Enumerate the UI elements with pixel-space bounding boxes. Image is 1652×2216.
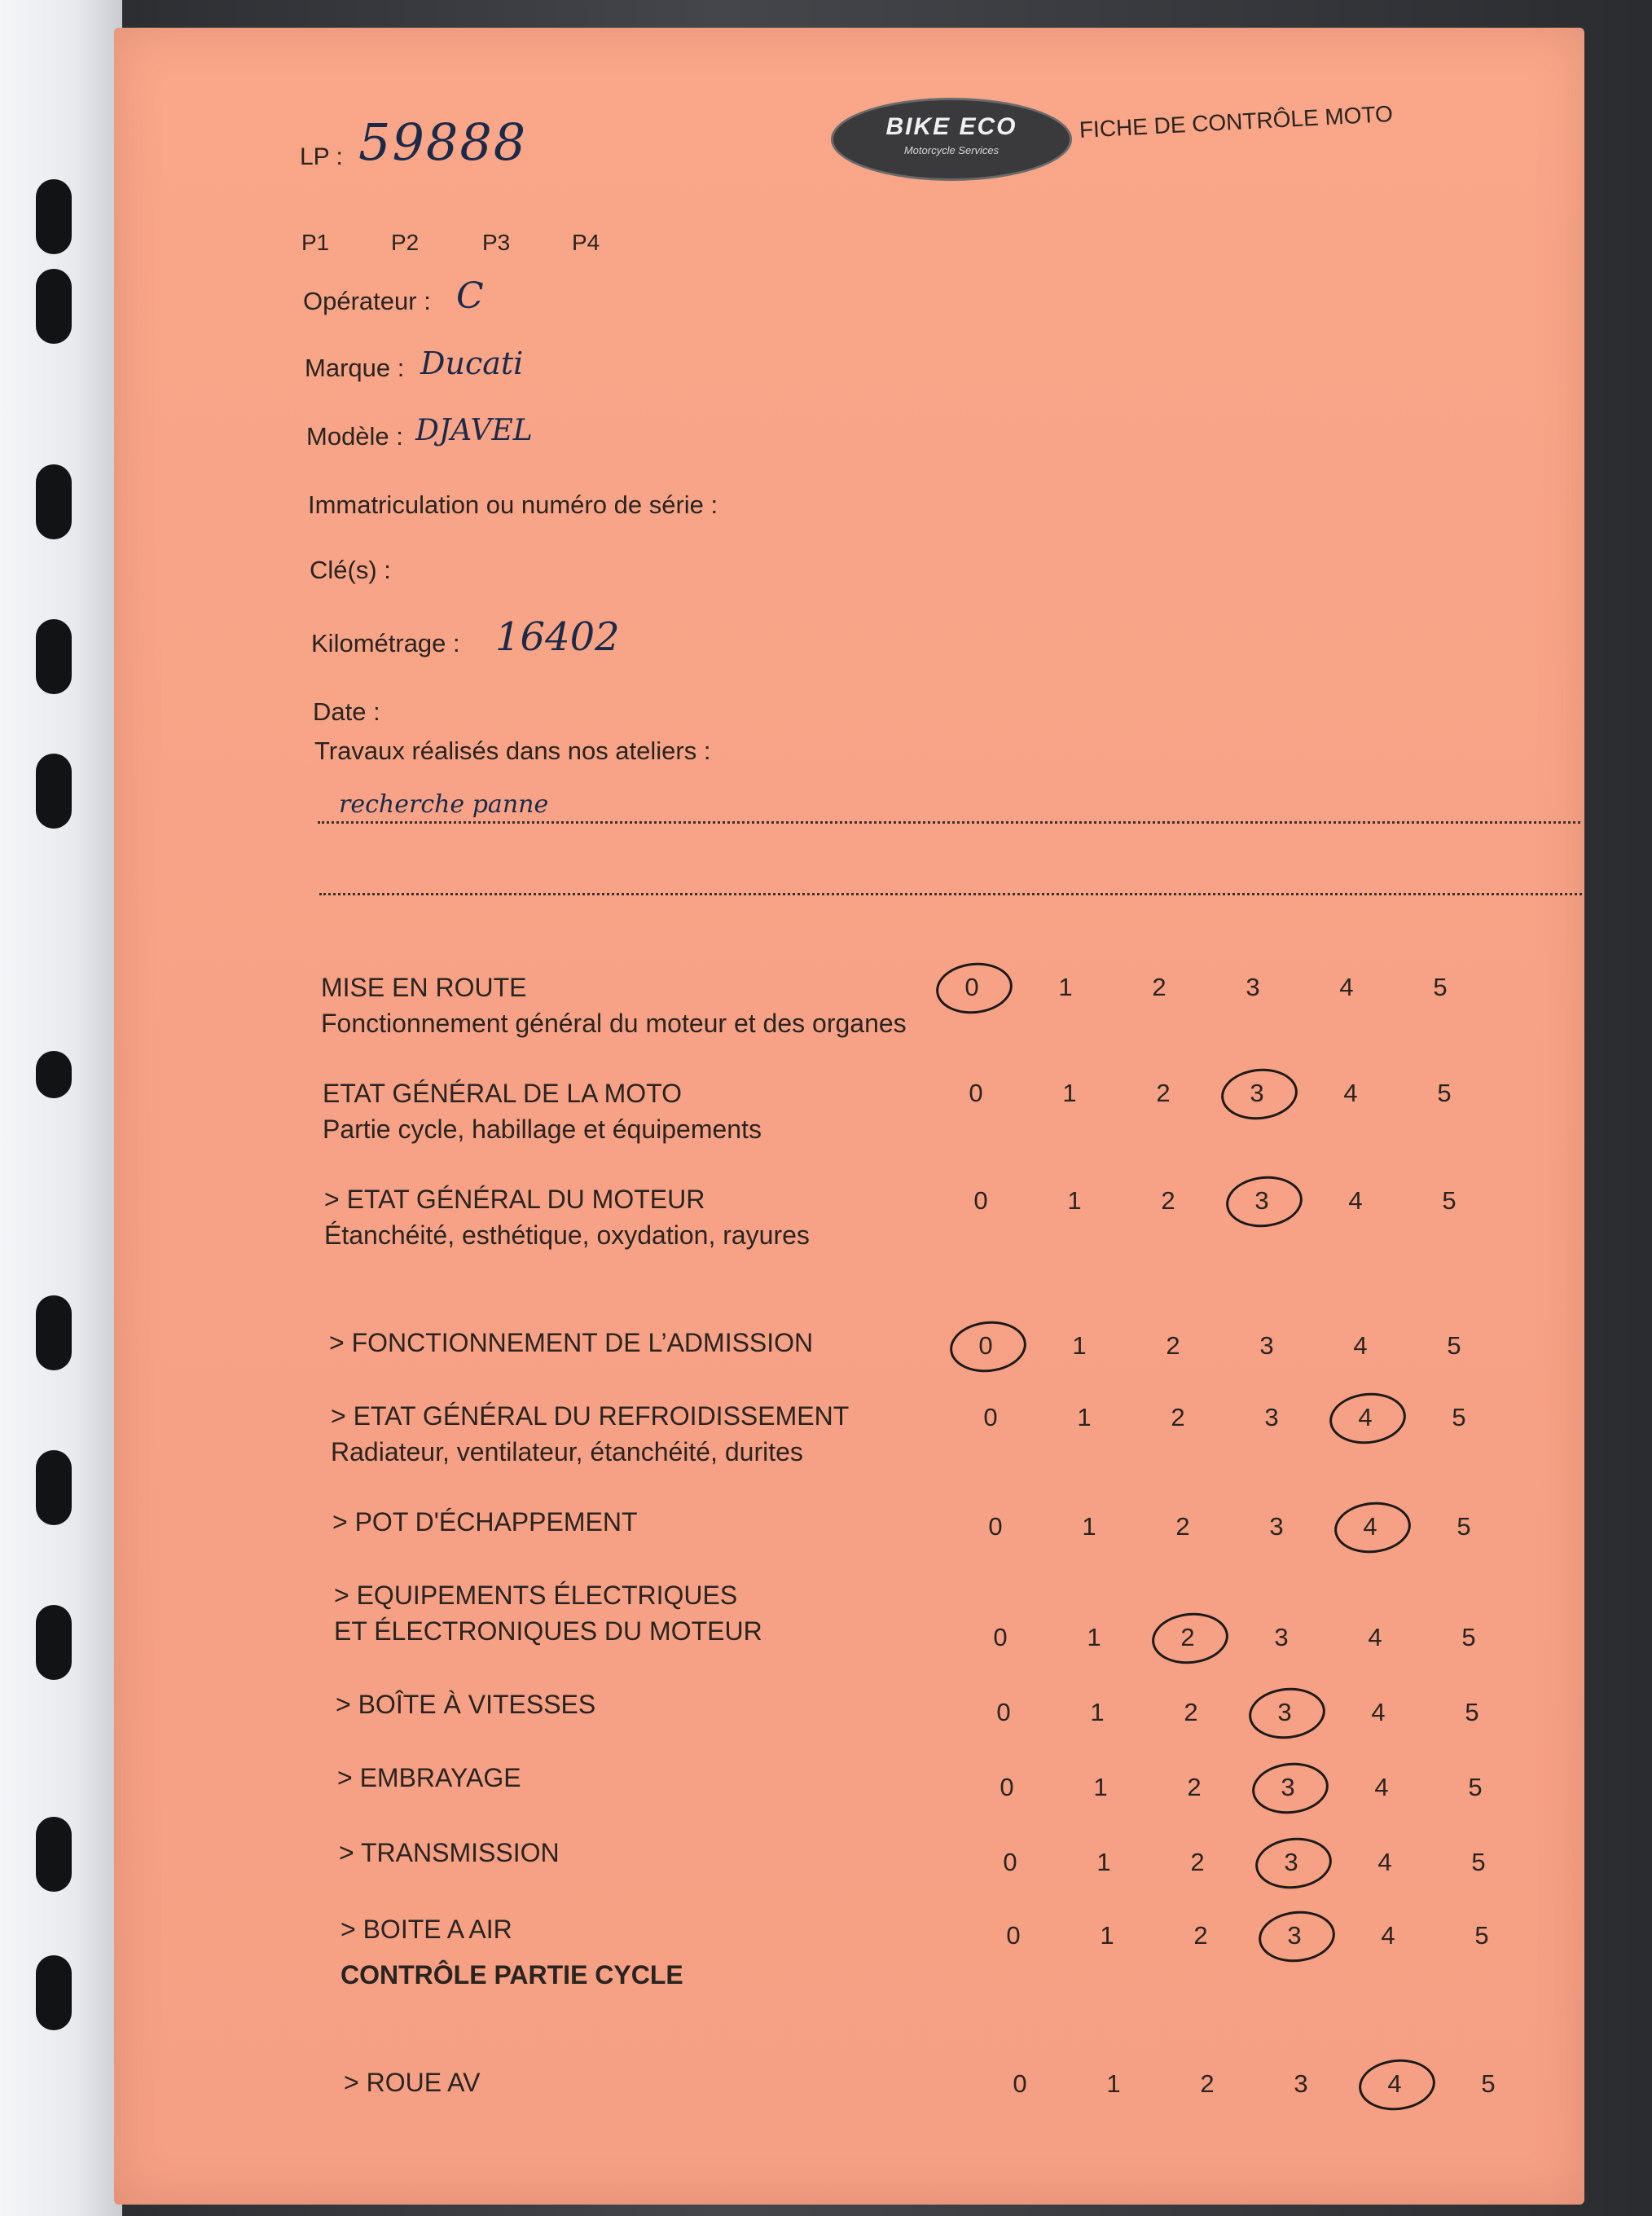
selected-score-circle (1256, 1907, 1338, 1965)
logo-text: BIKE ECO (885, 113, 1017, 140)
modele-value: DJAVEL (415, 414, 533, 447)
score-4[interactable]: 4 (1348, 1186, 1363, 1215)
score-2[interactable]: 2 (1184, 1698, 1198, 1726)
score-1[interactable]: 1 (1062, 1079, 1077, 1107)
binder-hole (36, 754, 72, 829)
score-1[interactable]: 1 (1067, 1186, 1082, 1215)
score-5[interactable]: 5 (1433, 973, 1448, 1001)
priority-p2: P2 (391, 230, 420, 255)
check-subtitle: Fonctionnement général du moteur et des organes (321, 1009, 907, 1038)
check-title: > BOITE A AIR (341, 1915, 512, 1944)
marque-value: Ducati (420, 345, 524, 381)
score-1[interactable]: 1 (1072, 1331, 1087, 1360)
score-1[interactable]: 1 (1106, 2069, 1121, 2098)
check-title: > TRANSMISSION (339, 1838, 560, 1867)
priority-p3: P3 (482, 230, 511, 255)
score-5[interactable]: 5 (1447, 1331, 1461, 1360)
marque-label: Marque : (305, 354, 405, 382)
score-2[interactable]: 2 (1175, 1512, 1190, 1541)
check-title: ETAT GÉNÉRAL DE LA MOTO (323, 1079, 682, 1108)
score-1[interactable]: 1 (1090, 1698, 1105, 1726)
score-5[interactable]: 5 (1468, 1773, 1483, 1801)
score-0[interactable]: 0 (1013, 2069, 1027, 2098)
score-0[interactable]: 0 (988, 1512, 1003, 1541)
score-5[interactable]: 5 (1452, 1403, 1466, 1431)
score-3[interactable]: 3 (1264, 1403, 1279, 1431)
score-0[interactable]: 0 (1000, 1773, 1014, 1801)
score-5[interactable]: 5 (1465, 1698, 1479, 1726)
score-1[interactable]: 1 (1087, 1623, 1101, 1651)
score-3[interactable]: 3 (1246, 973, 1260, 1001)
priority-p4: P4 (572, 230, 600, 255)
company-logo (831, 98, 1072, 181)
check-title: > EMBRAYAGE (337, 1763, 521, 1792)
score-5[interactable]: 5 (1471, 1848, 1486, 1876)
score-4[interactable]: 4 (1353, 1331, 1368, 1360)
selected-score-circle (1332, 1498, 1413, 1556)
score-5[interactable]: 5 (1481, 2069, 1496, 2098)
score-4[interactable]: 4 (1343, 1079, 1358, 1107)
score-3[interactable]: 3 (1287, 1921, 1302, 1950)
score-3[interactable]: 3 (1281, 1773, 1295, 1801)
score-3[interactable]: 3 (1274, 1623, 1289, 1651)
score-2[interactable]: 2 (1166, 1331, 1180, 1360)
score-2[interactable]: 2 (1190, 1848, 1205, 1876)
immatriculation-label: Immatriculation ou numéro de série : (308, 490, 718, 519)
selected-score-circle (1224, 1172, 1305, 1230)
score-4[interactable]: 4 (1387, 2069, 1402, 2098)
score-1[interactable]: 1 (1077, 1403, 1092, 1431)
score-4[interactable]: 4 (1339, 973, 1354, 1001)
score-0[interactable]: 0 (978, 1331, 993, 1360)
score-5[interactable]: 5 (1461, 1623, 1476, 1651)
score-1[interactable]: 1 (1082, 1512, 1096, 1541)
binder-hole (36, 1295, 72, 1370)
binder-hole (36, 179, 72, 254)
score-2[interactable]: 2 (1187, 1773, 1202, 1801)
score-0[interactable]: 0 (993, 1623, 1008, 1651)
kilometrage-label: Kilométrage : (311, 629, 460, 657)
operateur-label: Opérateur : (303, 287, 431, 315)
score-4[interactable]: 4 (1374, 1773, 1389, 1801)
section-partie-cycle: CONTRÔLE PARTIE CYCLE (341, 1960, 683, 1990)
score-4[interactable]: 4 (1381, 1921, 1395, 1950)
score-2[interactable]: 2 (1171, 1403, 1185, 1431)
selected-score-circle (1327, 1389, 1408, 1447)
score-2[interactable]: 2 (1152, 973, 1167, 1001)
inspection-form (114, 28, 1584, 2205)
modele-label: Modèle : (306, 422, 403, 451)
date-label: Date : (313, 697, 380, 726)
score-4[interactable]: 4 (1358, 1403, 1373, 1431)
binder-hole (36, 464, 72, 539)
score-3[interactable]: 3 (1284, 1848, 1298, 1876)
cles-label: Clé(s) : (310, 556, 391, 584)
binder-hole (36, 1051, 72, 1098)
binder-hole (36, 269, 72, 344)
check-title: > ROUE AV (344, 2068, 481, 2097)
check-title: > POT D'ÉCHAPPEMENT (332, 1507, 638, 1537)
selected-score-circle (1246, 1684, 1328, 1742)
score-3[interactable]: 3 (1259, 1331, 1274, 1360)
score-2[interactable]: 2 (1161, 1186, 1175, 1215)
score-1[interactable]: 1 (1100, 1921, 1114, 1950)
binder-hole (36, 1817, 72, 1892)
selected-score-circle (1253, 1834, 1334, 1892)
score-5[interactable]: 5 (1442, 1186, 1456, 1215)
score-2[interactable]: 2 (1156, 1079, 1171, 1107)
lp-number: 59888 (358, 112, 528, 172)
check-subtitle: Radiateur, ventilateur, étanchéité, durites (331, 1437, 803, 1466)
priority-p1: P1 (301, 230, 330, 255)
check-subtitle: ET ÉLECTRONIQUES DU MOTEUR (334, 1616, 762, 1646)
check-subtitle: Étanchéité, esthétique, oxydation, rayures (324, 1220, 810, 1250)
score-3[interactable]: 3 (1294, 2069, 1308, 2098)
score-1[interactable]: 1 (1096, 1848, 1111, 1876)
score-0[interactable]: 0 (996, 1698, 1011, 1726)
score-4[interactable]: 4 (1377, 1848, 1392, 1876)
score-5[interactable]: 5 (1437, 1079, 1452, 1107)
selected-score-circle (947, 1317, 1029, 1375)
check-title: > ETAT GÉNÉRAL DU REFROIDISSEMENT (331, 1401, 850, 1431)
score-3[interactable]: 3 (1254, 1186, 1269, 1215)
selected-score-circle (1219, 1065, 1300, 1123)
check-title: > ETAT GÉNÉRAL DU MOTEUR (324, 1185, 705, 1214)
check-subtitle: Partie cycle, habillage et équipements (323, 1115, 762, 1144)
check-title: > BOÎTE À VITESSES (336, 1690, 596, 1719)
selected-score-circle (1356, 2056, 1438, 2113)
score-1[interactable]: 1 (1093, 1773, 1108, 1801)
score-4[interactable]: 4 (1371, 1698, 1386, 1726)
check-title: MISE EN ROUTE (321, 973, 527, 1002)
score-0[interactable]: 0 (969, 1079, 983, 1107)
score-0[interactable]: 0 (1003, 1848, 1017, 1876)
score-0[interactable]: 0 (964, 973, 979, 1001)
score-5[interactable]: 5 (1456, 1512, 1471, 1541)
score-2[interactable]: 2 (1200, 2069, 1215, 2098)
operateur-value: C (456, 275, 484, 317)
score-2[interactable]: 2 (1180, 1623, 1195, 1651)
score-3[interactable]: 3 (1250, 1079, 1264, 1107)
binder-hole (36, 619, 72, 694)
check-title: > EQUIPEMENTS ÉLECTRIQUES (334, 1581, 738, 1610)
kilometrage-value: 16402 (495, 614, 620, 660)
score-1[interactable]: 1 (1058, 973, 1073, 1001)
selected-score-circle (1149, 1609, 1231, 1667)
binder-hole (36, 1955, 72, 2030)
score-0[interactable]: 0 (983, 1403, 998, 1431)
score-3[interactable]: 3 (1269, 1512, 1284, 1541)
travaux-line-1 (318, 821, 1580, 824)
score-2[interactable]: 2 (1193, 1921, 1208, 1950)
score-4[interactable]: 4 (1363, 1512, 1377, 1541)
score-0[interactable]: 0 (973, 1186, 988, 1215)
travaux-value: recherche panne (339, 790, 549, 819)
binder-strip (0, 0, 122, 2216)
logo-subtext: Motorcycle Services (903, 144, 1000, 156)
score-5[interactable]: 5 (1474, 1921, 1489, 1950)
binder-hole (36, 1605, 72, 1680)
travaux-line-2 (319, 893, 1582, 895)
score-0[interactable]: 0 (1006, 1921, 1021, 1950)
travaux-label: Travaux réalisés dans nos ateliers : (314, 736, 711, 765)
binder-hole (36, 1450, 72, 1525)
form-title: FICHE DE CONTRÔLE MOTO (1079, 100, 1394, 143)
lp-label: LP : (300, 143, 343, 170)
selected-score-circle (934, 959, 1015, 1017)
check-title: > FONCTIONNEMENT DE L’ADMISSION (329, 1328, 814, 1357)
score-4[interactable]: 4 (1368, 1623, 1382, 1651)
score-3[interactable]: 3 (1277, 1698, 1292, 1726)
selected-score-circle (1250, 1759, 1331, 1817)
